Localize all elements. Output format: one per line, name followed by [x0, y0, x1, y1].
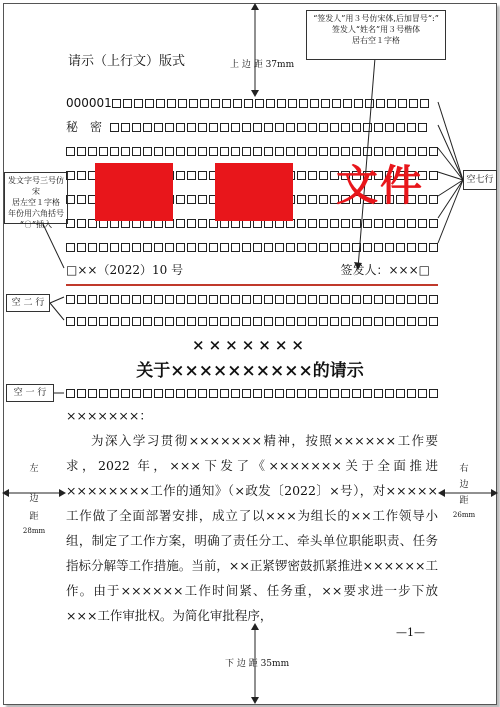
grid-box: [88, 147, 97, 156]
grid-box: [363, 317, 372, 326]
grid-box: [253, 243, 262, 252]
grid-box: [77, 171, 86, 180]
grid-box: [99, 317, 108, 326]
grid-box: [242, 243, 251, 252]
grid-box: [297, 295, 306, 304]
grid-box: [187, 317, 196, 326]
grid-box: [418, 123, 427, 132]
blank-row: [66, 386, 440, 400]
grid-box: [341, 317, 350, 326]
signer-format-note: “签发人”用３号仿宋体,后加冒号“:” 签发人“姓名”用３号楷体 居右空１字格: [306, 10, 446, 60]
grid-box: [165, 123, 174, 132]
grid-box: [332, 99, 341, 108]
grid-box: [429, 317, 438, 326]
grid-box: [198, 219, 207, 228]
grid-box: [231, 123, 240, 132]
grid-box: [165, 147, 174, 156]
grid-box: [385, 219, 394, 228]
grid-box: [352, 317, 361, 326]
grid-box: [253, 317, 262, 326]
grid-box: [385, 389, 394, 398]
one-line-label: 空 一 行: [6, 384, 54, 402]
grid-box: [123, 99, 132, 108]
grid-box: [77, 219, 86, 228]
grid-box: [341, 243, 350, 252]
grid-box: [200, 99, 209, 108]
grid-box: [66, 317, 75, 326]
grid-box: [110, 317, 119, 326]
grid-box: [429, 243, 438, 252]
grid-box: [319, 147, 328, 156]
grid-box: [220, 295, 229, 304]
grid-box: [297, 195, 306, 204]
grid-box: [66, 171, 75, 180]
grid-box: [407, 123, 416, 132]
grid-box: [176, 171, 185, 180]
grid-box: [297, 243, 306, 252]
grid-box: [286, 123, 295, 132]
grid-box: [66, 147, 75, 156]
grid-box: [220, 123, 229, 132]
grid-box: [209, 317, 218, 326]
grid-box: [286, 389, 295, 398]
grid-box: [242, 147, 251, 156]
grid-box: [387, 99, 396, 108]
grid-box: [376, 99, 385, 108]
grid-box: [209, 295, 218, 304]
grid-box: [198, 147, 207, 156]
grid-box: [341, 219, 350, 228]
grid-box: [143, 389, 152, 398]
grid-box: [121, 147, 130, 156]
grid-box: [396, 317, 405, 326]
serial-number: 000001: [66, 96, 112, 110]
grid-box: [132, 389, 141, 398]
grid-box: [77, 317, 86, 326]
grid-box: [374, 389, 383, 398]
grid-box: [341, 295, 350, 304]
grid-box: [66, 295, 75, 304]
grid-box: [198, 295, 207, 304]
grid-box: [385, 295, 394, 304]
grid-box: [176, 243, 185, 252]
grid-box: [99, 295, 108, 304]
grid-box: [110, 389, 119, 398]
grid-box: [420, 99, 429, 108]
grid-box: [66, 219, 75, 228]
grid-box: [231, 243, 240, 252]
serial-row: [66, 96, 431, 110]
grid-box: [330, 243, 339, 252]
grid-box: [264, 123, 273, 132]
grid-box: [154, 389, 163, 398]
grid-box: [319, 123, 328, 132]
right-margin-label: 右 边 距 26mm: [452, 464, 476, 519]
grid-box: [99, 147, 108, 156]
grid-box: [407, 147, 416, 156]
grid-box: [308, 195, 317, 204]
grid-box: [88, 243, 97, 252]
grid-box: [396, 295, 405, 304]
grid-box: [211, 99, 220, 108]
grid-box: [99, 389, 108, 398]
grid-box: [231, 147, 240, 156]
grid-box: [374, 123, 383, 132]
grid-box: [132, 243, 141, 252]
grid-box: [407, 389, 416, 398]
grid-box: [110, 295, 119, 304]
grid-box: [319, 243, 328, 252]
grid-box: [396, 219, 405, 228]
grid-box: [154, 243, 163, 252]
page-number: —1—: [396, 626, 425, 639]
grid-box: [286, 295, 295, 304]
bottom-margin-label: 下 边 距 35mm: [225, 659, 290, 669]
grid-box: [374, 219, 383, 228]
grid-box: [264, 243, 273, 252]
grid-box: [297, 389, 306, 398]
grid-box: [220, 317, 229, 326]
grid-box: [264, 295, 273, 304]
grid-box: [66, 243, 75, 252]
grid-box: [165, 389, 174, 398]
grid-box: [198, 171, 207, 180]
grid-box: [145, 99, 154, 108]
secret-row: [66, 120, 429, 134]
two-lines-label: 空 二 行: [6, 294, 50, 312]
grid-box: [374, 295, 383, 304]
grid-box: [198, 317, 207, 326]
grid-box: [308, 389, 317, 398]
grid-box: [429, 389, 438, 398]
heading-line-2: 关于××××××××××的请示: [136, 361, 364, 381]
grid-box: [341, 389, 350, 398]
grid-box: [167, 99, 176, 108]
grid-box: [297, 219, 306, 228]
grid-box: [363, 219, 372, 228]
grid-box: [396, 243, 405, 252]
grid-box: [222, 99, 231, 108]
grid-box: [187, 295, 196, 304]
grid-box: [398, 99, 407, 108]
grid-box: [352, 147, 361, 156]
grid-box: [255, 99, 264, 108]
grid-box: [429, 219, 438, 228]
grid-box: [66, 389, 75, 398]
grid-box: [132, 317, 141, 326]
grid-box: [220, 389, 229, 398]
grid-box: [374, 243, 383, 252]
grid-box: [121, 389, 130, 398]
grid-box: [187, 147, 196, 156]
grid-box: [198, 195, 207, 204]
grid-box: [275, 147, 284, 156]
grid-box: [308, 243, 317, 252]
grid-box: [352, 123, 361, 132]
grid-box: [121, 317, 130, 326]
grid-box: [242, 317, 251, 326]
grid-box: [187, 219, 196, 228]
grid-box: [354, 99, 363, 108]
grid-box: [343, 99, 352, 108]
grid-box: [308, 219, 317, 228]
grid-box: [418, 295, 427, 304]
grid-box: [286, 147, 295, 156]
grid-box: [187, 195, 196, 204]
grid-box: [165, 295, 174, 304]
grid-box: [143, 243, 152, 252]
grid-box: [352, 243, 361, 252]
grid-box: [341, 123, 350, 132]
grid-box: [352, 219, 361, 228]
body-paragraph: 为深入学习贯彻×××××××精神，按照××××××工作要求，2022 年，×××下发了《×××××××关于全面推进××××××××工作的通知》（×政发〔2022〕×号），对×××××工作做了全面部署安排，成立了以×××为组长的××工作领导小组，制定了工作方案，明确了责任分工、牵头单位职能职责、任务指标分解等工作措施。当前，××正紧锣密鼓抓紧推进××××××工作。由于××××××工作时间紧、任务重，××要求进一步下放×××工作审批权。为简化审批程序，: [66, 433, 438, 623]
doc-number-row: [66, 263, 438, 277]
grid-box: [321, 99, 330, 108]
grid-box: [308, 147, 317, 156]
recipient: ×××××××：: [66, 408, 152, 423]
grid-box: [308, 123, 317, 132]
grid-box: [385, 147, 394, 156]
grid-box: [156, 99, 165, 108]
left-margin-label: 左 边 距 28mm: [22, 464, 46, 535]
grid-box: [275, 317, 284, 326]
grid-box: [297, 171, 306, 180]
grid-box: [198, 123, 207, 132]
grid-box: [330, 147, 339, 156]
grid-box: [143, 123, 152, 132]
signer: 签发人：×××□: [340, 263, 430, 277]
grid-box: [187, 389, 196, 398]
grid-box: [266, 99, 275, 108]
grid-box: [385, 123, 394, 132]
grid-box: [242, 295, 251, 304]
grid-box: [385, 243, 394, 252]
grid-box: [77, 389, 86, 398]
grid-box: [396, 389, 405, 398]
grid-box: [330, 123, 339, 132]
grid-box: [308, 295, 317, 304]
grid-box: [143, 295, 152, 304]
grid-box: [330, 317, 339, 326]
grid-box: [220, 243, 229, 252]
grid-box: [178, 99, 187, 108]
grid-box: [121, 295, 130, 304]
grid-box: [121, 123, 130, 132]
grid-box: [165, 243, 174, 252]
grid-box: [330, 389, 339, 398]
grid-box: [264, 389, 273, 398]
grid-box: [374, 147, 383, 156]
grid-box: [112, 99, 121, 108]
grid-box: [77, 195, 86, 204]
top-margin-label: 上 边 距 37mm: [230, 60, 295, 70]
grid-box: [198, 243, 207, 252]
grid-box: [242, 123, 251, 132]
grid-box: [308, 317, 317, 326]
grid-box: [319, 219, 328, 228]
grid-box: [154, 317, 163, 326]
grid-box: [242, 389, 251, 398]
issuer-name-block: [215, 163, 293, 221]
blank-row: [66, 314, 440, 328]
grid-box: [198, 389, 207, 398]
grid-box: [341, 147, 350, 156]
grid-box: [286, 243, 295, 252]
blank-row: [66, 240, 440, 254]
grid-box: [374, 317, 383, 326]
grid-box: [132, 295, 141, 304]
grid-box: [275, 243, 284, 252]
grid-box: [253, 123, 262, 132]
grid-box: [176, 389, 185, 398]
grid-box: [297, 317, 306, 326]
grid-box: [253, 295, 262, 304]
grid-box: [77, 295, 86, 304]
grid-box: [189, 99, 198, 108]
grid-box: [264, 317, 273, 326]
grid-box: [209, 243, 218, 252]
grid-box: [409, 99, 418, 108]
wenjian-title: 文件: [336, 161, 425, 210]
grid-box: [176, 195, 185, 204]
grid-box: [154, 147, 163, 156]
grid-box: [143, 147, 152, 156]
doc-number: □××（2022）10 号: [66, 263, 184, 277]
grid-box: [110, 243, 119, 252]
grid-box: [264, 147, 273, 156]
grid-box: [407, 219, 416, 228]
grid-box: [132, 147, 141, 156]
grid-box: [330, 219, 339, 228]
grid-box: [407, 295, 416, 304]
grid-box: [429, 295, 438, 304]
grid-box: [209, 147, 218, 156]
grid-box: [220, 147, 229, 156]
grid-box: [110, 123, 119, 132]
grid-box: [330, 295, 339, 304]
grid-box: [352, 389, 361, 398]
issuer-name-block: [95, 163, 173, 221]
grid-box: [121, 243, 130, 252]
grid-box: [165, 317, 174, 326]
grid-box: [275, 295, 284, 304]
grid-box: [88, 295, 97, 304]
grid-box: [77, 243, 86, 252]
grid-box: [88, 317, 97, 326]
grid-box: [154, 123, 163, 132]
grid-box: [297, 147, 306, 156]
grid-box: [134, 99, 143, 108]
grid-box: [396, 147, 405, 156]
grid-box: [385, 317, 394, 326]
grid-box: [66, 195, 75, 204]
grid-box: [275, 389, 284, 398]
grid-box: [187, 243, 196, 252]
grid-box: [319, 389, 328, 398]
blank-row: [66, 292, 440, 306]
grid-box: [231, 389, 240, 398]
grid-box: [319, 317, 328, 326]
grid-box: [88, 389, 97, 398]
grid-box: [299, 99, 308, 108]
grid-box: [310, 99, 319, 108]
grid-box: [187, 123, 196, 132]
grid-box: [407, 243, 416, 252]
grid-box: [429, 195, 438, 204]
blank-row: [66, 144, 440, 158]
grid-box: [99, 243, 108, 252]
grid-box: [363, 295, 372, 304]
grid-box: [288, 99, 297, 108]
grid-box: [176, 123, 185, 132]
grid-box: [176, 147, 185, 156]
grid-box: [319, 195, 328, 204]
grid-box: [396, 123, 405, 132]
grid-box: [363, 389, 372, 398]
doc-number-note: 发文字号三号仿宋 居左空１字格 年份用六角括号 “〔〕”插入: [4, 172, 68, 224]
secret-level: 秘 密: [66, 120, 103, 134]
grid-box: [319, 171, 328, 180]
grid-box: [308, 171, 317, 180]
grid-box: [418, 317, 427, 326]
grid-box: [352, 295, 361, 304]
grid-box: [363, 243, 372, 252]
grid-box: [319, 295, 328, 304]
grid-box: [176, 219, 185, 228]
grid-box: [363, 147, 372, 156]
grid-box: [365, 99, 374, 108]
grid-box: [297, 123, 306, 132]
seven-lines-label: 空七行: [463, 170, 497, 190]
grid-box: [429, 147, 438, 156]
grid-box: [231, 317, 240, 326]
page-title: 请示（上行文）版式: [68, 54, 186, 69]
grid-box: [176, 295, 185, 304]
grid-box: [253, 147, 262, 156]
grid-box: [277, 99, 286, 108]
grid-box: [176, 317, 185, 326]
grid-box: [209, 123, 218, 132]
grid-box: [418, 389, 427, 398]
grid-box: [418, 243, 427, 252]
grid-box: [286, 317, 295, 326]
grid-box: [418, 219, 427, 228]
grid-box: [77, 147, 86, 156]
grid-box: [363, 123, 372, 132]
grid-box: [154, 295, 163, 304]
grid-box: [244, 99, 253, 108]
grid-box: [407, 317, 416, 326]
grid-box: [233, 99, 242, 108]
grid-box: [143, 317, 152, 326]
heading-line-1: ×××××××: [192, 336, 308, 354]
grid-box: [231, 295, 240, 304]
grid-box: [110, 147, 119, 156]
grid-box: [253, 389, 262, 398]
grid-box: [275, 123, 284, 132]
grid-box: [187, 171, 196, 180]
grid-box: [429, 171, 438, 180]
grid-box: [209, 389, 218, 398]
grid-box: [132, 123, 141, 132]
grid-box: [418, 147, 427, 156]
